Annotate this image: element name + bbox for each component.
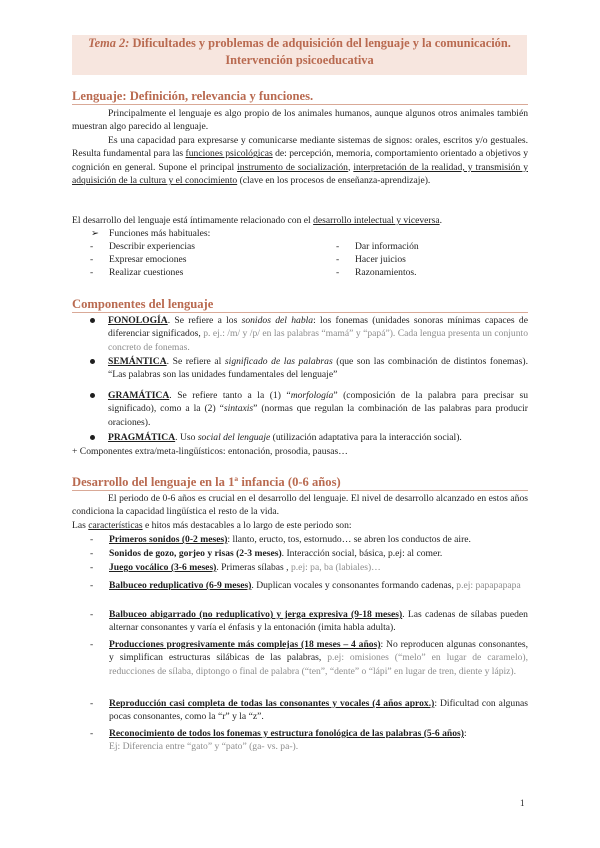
milestone-item: - Balbuceo reduplicativo (6-9 meses). Duplican vocales y consonantes formando cadenas, p.ej: papapapapa bbox=[90, 580, 521, 591]
heading-lenguaje: Lenguaje: Definición, relevancia y funciones. bbox=[72, 89, 314, 103]
heading-componentes: Componentes del lenguaje bbox=[72, 297, 214, 311]
paragraph: Principalmente el lenguaje es algo propio de los animales humanos, aunque algunos otros animales también muestran algo parecido al lenguaje. bbox=[72, 108, 528, 133]
milestone-item: - Producciones progresivamente más complejas (18 meses – 4 años): No reproducen algunas consonantes, y simplifican estructuras silábicas de las palabras, p.ej: omisiones (“melo” en lugar de caramelo), reducciones de sílaba, diptongo o final de palabra (“ten”, “dente” o “lápi” en lugar de tren, diente y lápiz). bbox=[90, 639, 528, 677]
divider bbox=[72, 104, 528, 105]
title-line1: Dificultades y problemas de adquisición del lenguaje y la comunicación. bbox=[129, 36, 511, 50]
heading-desarrollo: Desarrollo del lenguaje en la 1ª infancia (0-6 años) bbox=[72, 475, 341, 489]
list-item: - Hacer juicios bbox=[336, 254, 406, 265]
document-page: Tema 2: Dificultades y problemas de adquisición del lenguaje y la comunicación. Intervención psicoeducativa Lenguaje: Definición, relevancia y funciones. Principalmente el lenguaje es algo propio de los animales humanos, aunque algunos otros animales también muestran algo parecido al lenguaje. Es una capacidad para expresarse y comunicarse mediante sistemas de signos: orales, escritos y/o gestuales. Resulta fundamental para las funciones psicológicas de: percepción, memoria, comportamiento orientado a objetivos y cognición en general. Supone el principal instrumento de socialización, interpretación de la realidad, y transmisión y adquisición de la cultura y el conocimiento (clave en los procesos de enseñanza-aprendizaje). El desarrollo del lenguaje está íntimamente relacionado con el desarrollo intelectual y viceversa. ➢ Funciones más habituales: - Describir experiencias - Dar información - Expresar emociones - Hacer juicios - Realizar cuestiones - Razonamientos. Componentes del lenguaje FONOLOGÍA. Se refiere a los sonidos del habla: los fonemas (unidades sonoras mínimas capaces de diferenciar significados, p. ej.: /m/ y /p/ en las palabras “mamá” y “papá”). Cada lengua presenta un conjunto concreto de fonemas. SEMÁNTICA. Se refiere al significado de las palabras (que son las combinación de distintos fonemas). “Las palabras son las unidades fundamentales del lenguaje” GRAMÁTICA. Se refiere tanto a la (1) “morfología” (composición de la palabra para precisar su significado), como a la (2) “sintaxis” (normas que regulan la combinación de las palabras para producir oraciones). PRAGMÁTICA. Uso social del lenguaje (utilización adaptativa para la interacción social). + Componentes extra/meta-lingüísticos: entonación, prosodia, pausas… Desarrollo del lenguaje en la 1ª infancia (0-6 años) El periodo de 0-6 años es crucial en el desarrollo del lenguaje. El nivel de desarrollo alcanzado en estos años condiciona la capacidad lingüística el resto de la vida. Las características e hitos más destacables a lo largo de este periodo son: - Primeros sonidos (0-2 meses): llanto, eructo, tos, estornudo… se abren los conductos de aire. - Sonidos de gozo, gorjeo y risas (2-3 meses). Interacción social, básica, p.ej: al comer. - Juego vocálico (3-6 meses). Primeras sílabas , p.ej: pa, ba (labiales)… - Balbuceo reduplicativo (6-9 meses). Duplican vocales y consonantes formando cadenas, p.ej: papapapapa - Balbuceo abigarrado (no reduplicativo) y jerga expresiva (9-18 meses). Las cadenas de sílabas pueden alternar consonantes y varía el énfasis y la entonación (imita habla adulta). - Producciones progresivamente más complejas (18 meses – 4 años): No reproducen algunas consonantes, y simplifican estructuras silábicas de las palabras, p.ej: omisiones (“melo” en lugar de caramelo), reducciones de sílaba, diptongo o final de palabra (“ten”, “dente” o “lápi” en lugar de tren, diente y lápiz). - Reproducción casi completa de todas las consonantes y vocales (4 años aprox.): Dificultad con algunas pocas consonantes, como la “r” y la “z”. - Reconocimiento de todos los fonemas y estructura fonológica de las palabras (5-6 años): Ej: Diferencia entre “gato” y “pato” (ga- vs. pa-). 1 bbox=[0, 0, 600, 848]
paragraph: El desarrollo del lenguaje está íntimamente relacionado con el desarrollo intelectual y viceversa. bbox=[72, 215, 443, 226]
list-item: - Realizar cuestiones bbox=[90, 267, 184, 278]
milestone-item: - Juego vocálico (3-6 meses). Primeras sílabas , p.ej: pa, ba (labiales)… bbox=[90, 562, 381, 573]
bullet-icon bbox=[90, 393, 95, 398]
list-item: - Describir experiencias bbox=[90, 241, 196, 252]
bullet-icon bbox=[90, 435, 95, 440]
list-item: FONOLOGÍA. Se refiere a los sonidos del habla: los fonemas (unidades sonoras mínimas capaces de diferenciar significados, p. ej.: /m/ y /p/ en las palabras “mamá” y “papá”). Cada lengua presenta un conjunto concreto de fonemas. bbox=[90, 314, 528, 354]
paragraph: Las características e hitos más destacables a lo largo de este periodo son: bbox=[72, 520, 352, 531]
milestone-item: - Sonidos de gozo, gorjeo y risas (2-3 meses). Interacción social, básica, p.ej: al comer. bbox=[90, 548, 443, 559]
bullet-icon bbox=[90, 318, 95, 323]
list-item: SEMÁNTICA. Se refiere al significado de las palabras (que son las combinación de distintos fonemas). “Las palabras son las unidades fundamentales del lenguaje” bbox=[90, 355, 528, 382]
list-item: GRAMÁTICA. Se refiere tanto a la (1) “morfología” (composición de la palabra para precisar su significado), como a la (2) “sintaxis” (normas que regulan la combinación de las palabras para producir oraciones). bbox=[90, 389, 528, 429]
list-item: PRAGMÁTICA. Uso social del lenguaje (utilización adaptativa para la interacción social). bbox=[90, 431, 528, 444]
paragraph: Es una capacidad para expresarse y comunicarse mediante sistemas de signos: orales, escritos y/o gestuales. Resulta fundamental para las funciones psicológicas de: percepción, memoria, comportamiento orientado a objetivos y cognición en general. Supone el principal instrumento de socialización, interpretación de la realidad, y transmisión y adquisición de la cultura y el conocimiento (clave en los procesos de enseñanza-aprendizaje). bbox=[72, 135, 529, 187]
milestone-item: - Reconocimiento de todos los fonemas y estructura fonológica de las palabras (5-6 años): Ej: Diferencia entre “gato” y “pato” (ga- vs. pa-). bbox=[90, 728, 467, 753]
extra-components: + Componentes extra/meta-lingüísticos: entonación, prosodia, pausas… bbox=[72, 446, 348, 457]
divider bbox=[72, 312, 528, 313]
milestone-item: - Primeros sonidos (0-2 meses): llanto, eructo, tos, estornudo… se abren los conductos de aire. bbox=[90, 534, 471, 545]
list-item: - Razonamientos. bbox=[336, 267, 417, 278]
page-number: 1 bbox=[520, 798, 525, 808]
list-item: - Dar información bbox=[336, 241, 419, 252]
milestone-item: - Reproducción casi completa de todas las consonantes y vocales (4 años aprox.): Dificultad con algunas pocas consonantes, como la “r” y la “z”. bbox=[90, 698, 528, 723]
title-prefix: Tema 2: bbox=[88, 36, 130, 50]
document-title bbox=[72, 35, 527, 75]
list-item: - Expresar emociones bbox=[90, 254, 187, 265]
milestone-item: - Balbuceo abigarrado (no reduplicativo) y jerga expresiva (9-18 meses). Las cadenas de sílabas pueden alternar consonantes y varía el énfasis y la entonación (imita habla adulta). bbox=[90, 609, 528, 634]
arrow-icon: ➢ bbox=[91, 228, 100, 239]
divider bbox=[72, 490, 528, 491]
paragraph: El periodo de 0-6 años es crucial en el desarrollo del lenguaje. El nivel de desarrollo alcanzado en estos años condiciona la capacidad lingüística el resto de la vida. bbox=[72, 493, 528, 518]
bullet-icon bbox=[90, 359, 95, 364]
title-line2: Intervención psicoeducativa bbox=[225, 52, 374, 67]
